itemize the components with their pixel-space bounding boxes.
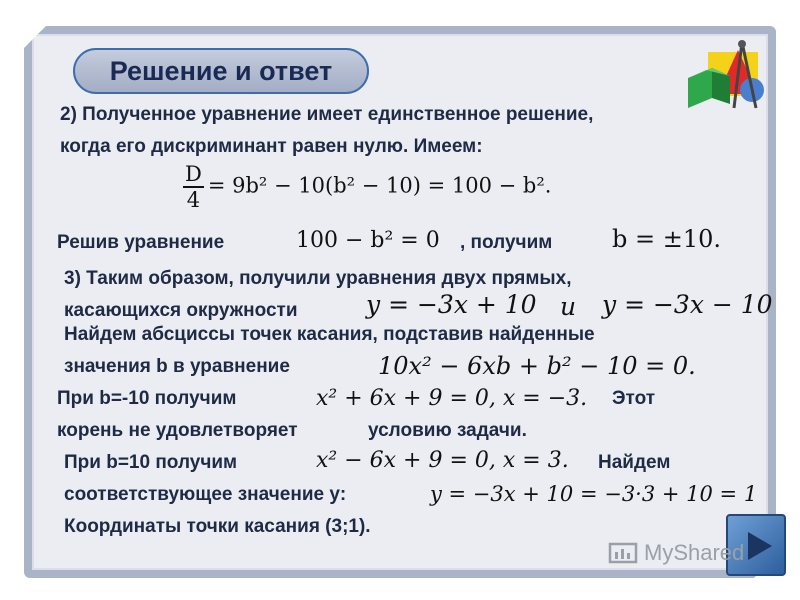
equation-case-2: x² − 6x + 9 = 0, x = 3. (316, 448, 569, 473)
fraction-d-over-4 (183, 162, 204, 212)
case-1-label: При b=-10 получим (57, 388, 237, 409)
paragraph-2-line-2: когда его дискриминант равен нулю. Имеем: (60, 136, 483, 157)
myshared-watermark: MyShared (644, 540, 745, 565)
equation-line-2: y = −3x − 10 (602, 290, 773, 319)
paragraph-3-line-1: 3) Таким образом, получили уравнения двух прямых, (64, 268, 572, 289)
case-2-tail: Найдем (598, 452, 671, 473)
equation-y-value: y = −3x + 10 = −3·3 + 10 = 1 (430, 482, 758, 506)
paragraph-3-line-2: касающихся окружности (64, 300, 298, 321)
case-2-line-2: соответствующее значение y: (64, 484, 347, 505)
fraction-numerator: D (185, 162, 202, 186)
slide-title: Решение и ответ (73, 48, 369, 94)
equation-case-1: x² + 6x + 9 = 0, x = −3. (316, 386, 588, 411)
paragraph-4-line-1: Найдем абсциссы точек касания, подставив найденные (64, 324, 595, 345)
case-1-line-2a: корень не удовлетворяет (57, 420, 298, 441)
paragraph-4-line-2: значения b в уравнение (64, 356, 290, 377)
equation-discriminant-rhs: = 9b² − 10(b² − 10) = 100 − b². (207, 173, 552, 198)
equation-b-value: b = ±10. (612, 225, 722, 253)
fraction-denominator: 4 (186, 188, 201, 212)
case-1-tail: Этот (612, 388, 656, 409)
case-2-label: При b=10 получим (64, 452, 238, 473)
answer-line: Координаты точки касания (3;1). (64, 516, 371, 537)
equation-quadratic-general: 10x² − 6xb + b² − 10 = 0. (378, 352, 696, 380)
equation-line-1: y = −3x + 10 (366, 290, 537, 319)
paragraph-2-line-1: 2) Полученное уравнение имеет единственное решение, (60, 104, 594, 125)
geometry-logo-icon (678, 38, 774, 122)
get-label: , получим (460, 232, 553, 253)
case-1-line-2b: условию задачи. (368, 420, 527, 441)
equation-b-squared: 100 − b² = 0 (296, 228, 440, 253)
myshared-logo-icon (608, 540, 640, 568)
solve-label: Решив уравнение (57, 232, 225, 253)
conjunction-and: и (560, 292, 577, 321)
equation-discriminant (183, 162, 551, 212)
